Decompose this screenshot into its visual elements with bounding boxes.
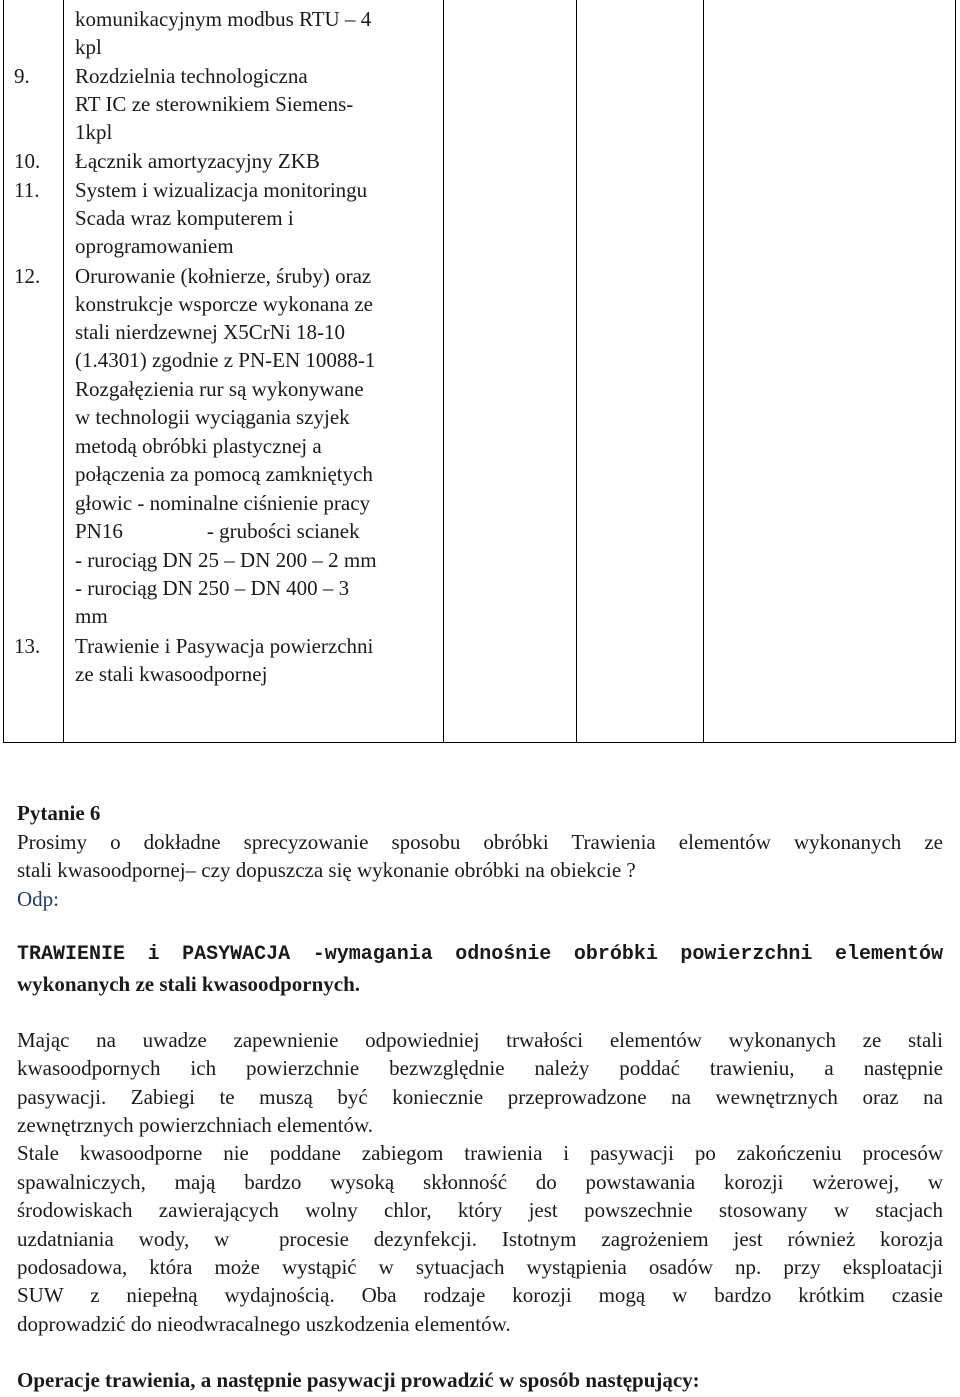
answer-label: Odp:	[17, 887, 59, 911]
paragraph-line: podosadowa, która może wystąpić w sytuacjach wystąpienia osadów np. przy eksploatacji	[17, 1255, 943, 1279]
paragraph-line: kwasoodpornych ich powierzchnie bezwzględnie należy poddać trawieniu, a następnie	[17, 1056, 943, 1080]
paragraph-line: Mając na uwadze zapewnienie odpowiedniej trwałości elementów wykonanych ze stali	[17, 1028, 943, 1052]
table-divider-num	[63, 0, 64, 743]
table-line: ze stali kwasoodpornej	[75, 662, 268, 686]
table-line: w technologii wyciągania szyjek	[75, 405, 350, 429]
section-heading: TRAWIENIE i PASYWACJA -wymagania odnośnie obróbki powierzchni elementów	[17, 943, 943, 966]
table-line: głowic - nominalne ciśnienie pracy	[75, 491, 371, 515]
table-line: kpl	[75, 35, 102, 59]
row-number: 13.	[14, 634, 41, 658]
operations-heading: Operacje trawienia, a następnie pasywacji prowadzić w sposób następujący:	[17, 1368, 700, 1392]
table-line: System i wizualizacja monitoringu	[75, 178, 368, 202]
paragraph-line: zewnętrznych powierzchniach elementów.	[17, 1113, 374, 1137]
paragraph-line: doprowadzić do nieodwracalnego uszkodzenia elementów.	[17, 1312, 511, 1336]
table-line: Rozdzielnia technologiczna	[75, 64, 308, 88]
question-text: stali kwasoodpornej– czy dopuszcza się wykonanie obróbki na obiekcie ?	[17, 858, 636, 882]
table-line: stali nierdzewnej X5CrNi 18-10	[75, 320, 346, 344]
table-line: komunikacyjnym modbus RTU – 4	[75, 7, 372, 31]
table-line: Rozgałęzienia rur są wykonywane	[75, 377, 364, 401]
table-divider-2	[576, 0, 577, 743]
table-line: Trawienie i Pasywacja powierzchni	[75, 634, 374, 658]
table-divider-3	[703, 0, 704, 743]
table-line: - rurociąg DN 25 – DN 200 – 2 mm	[75, 548, 377, 572]
table-line: Orurowanie (kołnierze, śruby) oraz	[75, 264, 372, 288]
paragraph-line: pasywacji. Zabiegi te muszą być koniecznie przeprowadzone na wewnętrznych oraz na	[17, 1085, 943, 1109]
table-line: mm	[75, 604, 108, 628]
table-border-bottom	[3, 742, 956, 743]
table-line: metodą obróbki plastycznej a	[75, 434, 322, 458]
paragraph-line: uzdatniania wody, w procesie dezynfekcji. Istotnym zagrożeniem jest również korozja	[17, 1227, 943, 1251]
row-number: 11.	[14, 178, 40, 202]
row-number: 12.	[14, 264, 41, 288]
table-line: Łącznik amortyzacyjny ZKB	[75, 149, 320, 173]
table-line: połączenia za pomocą zamkniętych	[75, 462, 373, 486]
table-border-left	[3, 0, 4, 743]
row-number: 10.	[14, 149, 41, 173]
paragraph-line: środowiskach zawierających wolny chlor, który jest powszechnie stosowany w stacjach	[17, 1198, 943, 1222]
table-line: oprogramowaniem	[75, 234, 234, 258]
paragraph-line: spawalniczych, mają bardzo wysoką skłonność do powstawania korozji wżerowej, w	[17, 1170, 943, 1194]
paragraph-line: Stale kwasoodporne nie poddane zabiegom trawienia i pasywacji po zakończeniu procesów	[17, 1141, 943, 1165]
table-border-right	[955, 0, 956, 743]
section-heading: wykonanych ze stali kwasoodpornych.	[17, 972, 361, 996]
question-text: Prosimy o dokładne sprecyzowanie sposobu obróbki Trawienia elementów wykonanych ze	[17, 830, 943, 854]
table-line: (1.4301) zgodnie z PN-EN 10088-1	[75, 348, 376, 372]
table-line: RT IC ze sterownikiem Siemens-	[75, 92, 354, 116]
table-line: - rurociąg DN 250 – DN 400 – 3	[75, 576, 350, 600]
table-divider-1	[443, 0, 444, 743]
row-number: 9.	[14, 64, 30, 88]
table-line: 1kpl	[75, 120, 113, 144]
paragraph-line: SUW z niepełną wydajnością. Oba rodzaje korozji mogą w bardzo krótkim czasie	[17, 1283, 943, 1307]
table-line: Scada wraz komputerem i	[75, 206, 294, 230]
table-line: PN16 - grubości scianek	[75, 519, 360, 543]
question-title: Pytanie 6	[17, 801, 101, 825]
table-line: konstrukcje wsporcze wykonana ze	[75, 292, 373, 316]
